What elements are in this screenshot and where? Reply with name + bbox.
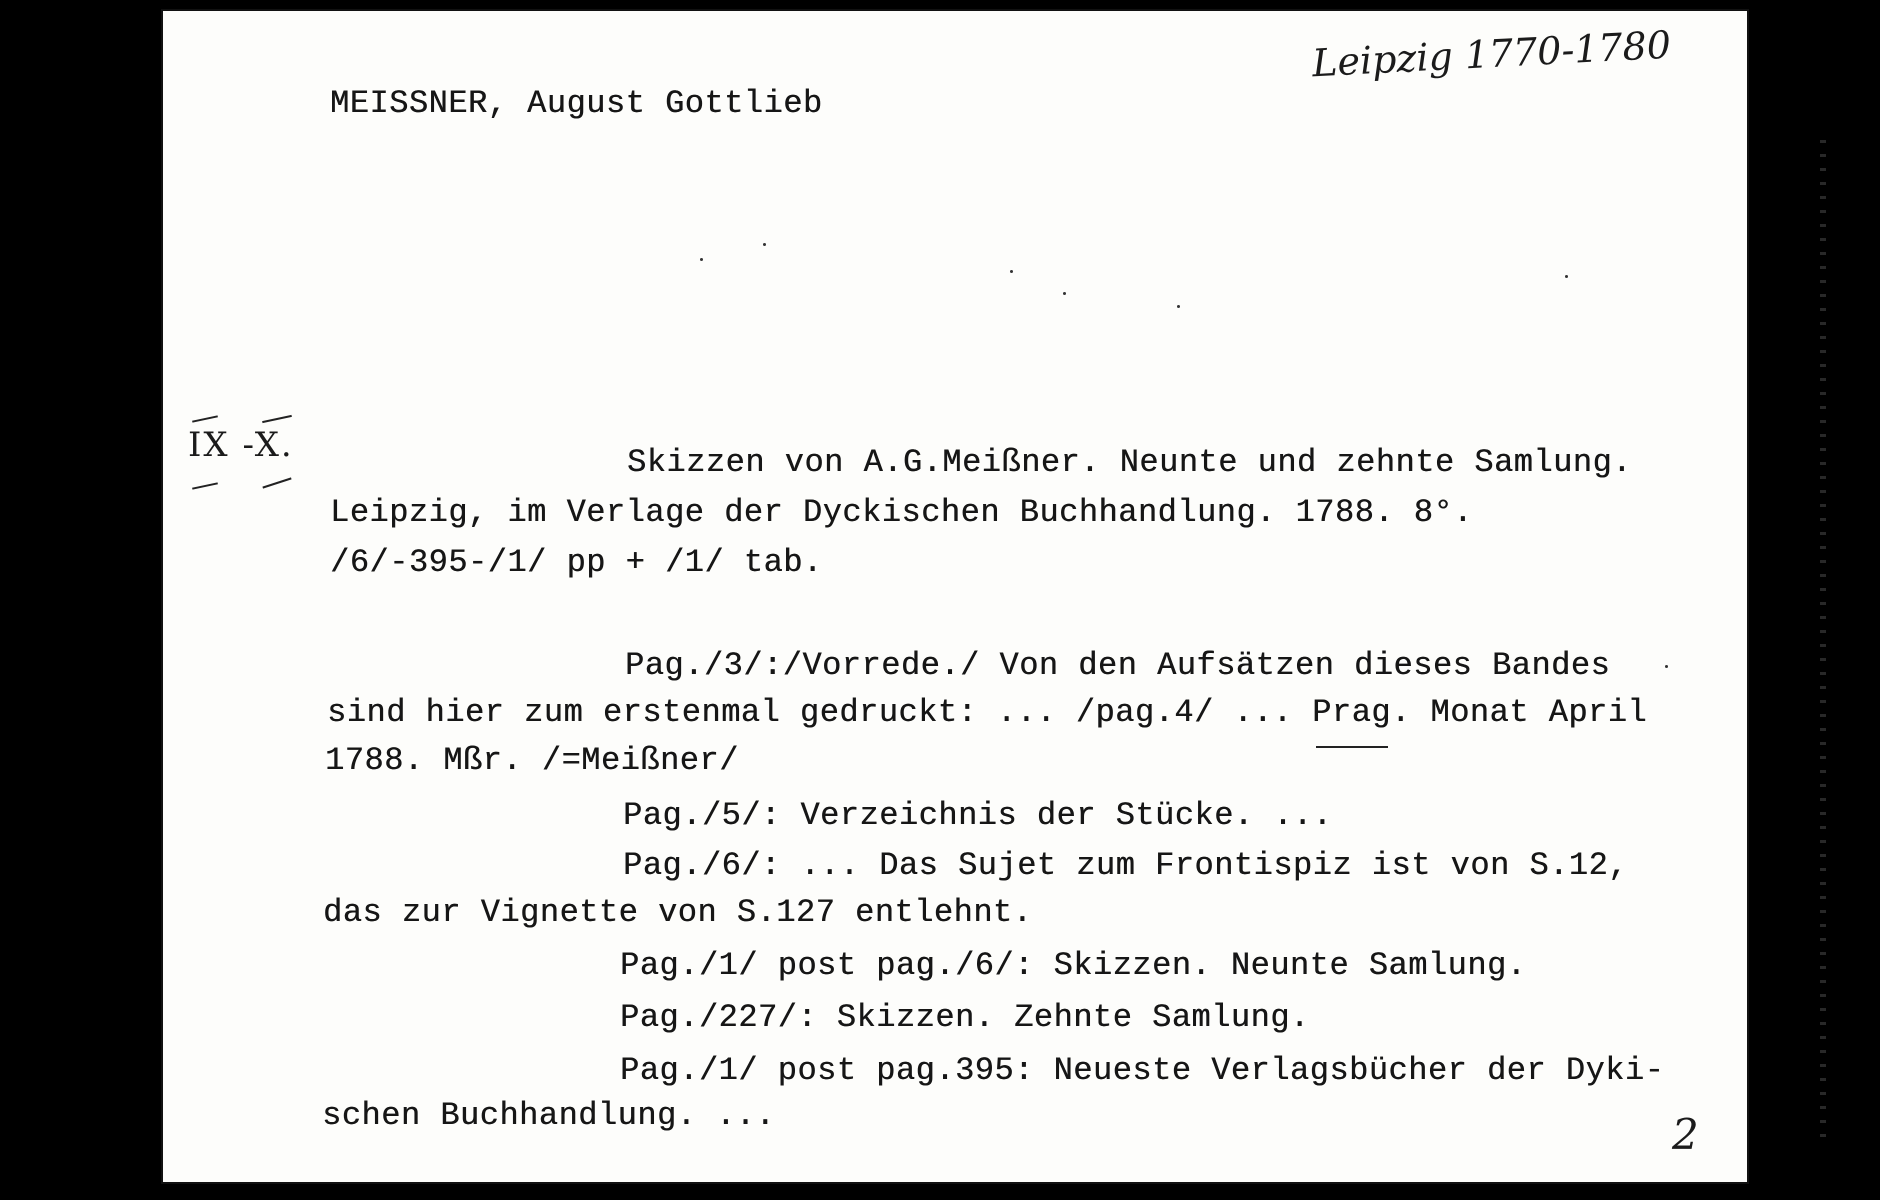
note-line: Pag./1/ post pag./6/: Skizzen. Neunte Samlung. <box>620 947 1527 984</box>
note-line: 1788. Mßr. /=Meißner/ <box>325 742 739 779</box>
speck <box>700 258 703 261</box>
speck <box>1565 275 1568 278</box>
speck <box>1010 270 1013 273</box>
handwritten-note: Leipzig 1770-1780 <box>1311 22 1672 86</box>
note-line: das zur Vignette von S.127 entlehnt. <box>323 894 1033 931</box>
underline-prag <box>1316 746 1388 748</box>
speck <box>1063 292 1066 295</box>
note-line: Pag./6/: ... Das Sujet zum Frontispiz ist von S.12, <box>623 847 1628 884</box>
citation-line: /6/-395-/1/ pp + /1/ tab. <box>330 544 823 581</box>
citation-line: Leipzig, im Verlage der Dyckischen Buchhandlung. 1788. 8°. <box>330 494 1473 531</box>
speck <box>1177 305 1180 308</box>
scan-border-right <box>1749 0 1880 1200</box>
note-line: sind hier zum erstenmal gedruckt: ... /pag.4/ ... Prag. Monat April <box>327 694 1648 731</box>
note-line: Pag./1/ post pag.395: Neueste Verlagsbücher der Dyki- <box>620 1052 1665 1089</box>
card-heading: MEISSNER, August Gottlieb <box>330 85 823 122</box>
note-line: Pag./5/: Verzeichnis der Stücke. ... <box>623 797 1333 834</box>
scan-noise <box>1820 140 1826 1140</box>
note-line: schen Buchhandlung. ... <box>322 1097 776 1134</box>
citation-line: Skizzen von A.G.Meißner. Neunte und zehnte Samlung. <box>627 444 1632 481</box>
speck <box>1665 665 1668 668</box>
speck <box>763 243 766 246</box>
note-line: Pag./227/: Skizzen. Zehnte Samlung. <box>620 999 1310 1036</box>
note-line: Pag./3/:/Vorrede./ Von den Aufsätzen dieses Bandes <box>625 647 1611 684</box>
margin-mark: IX -X. <box>188 425 294 465</box>
page-number: 2 <box>1672 1110 1699 1159</box>
